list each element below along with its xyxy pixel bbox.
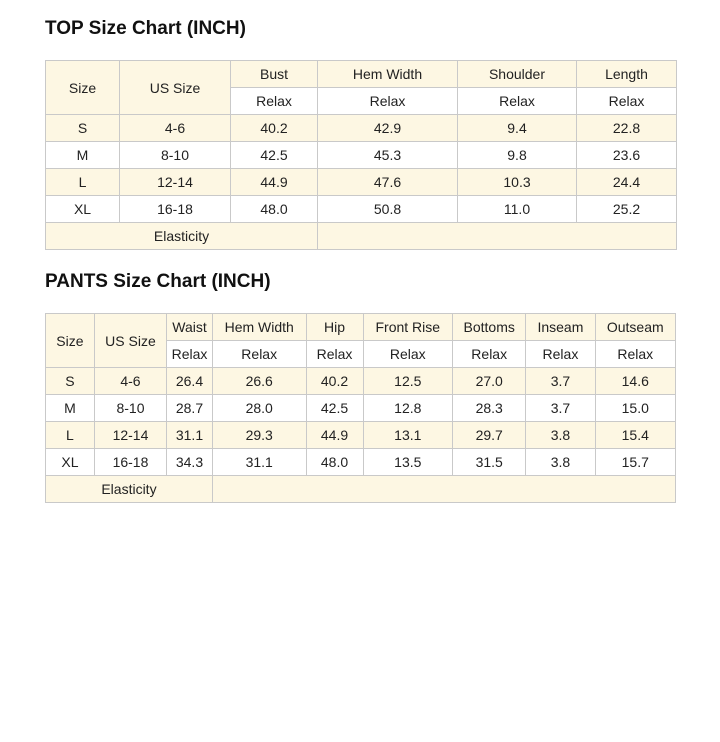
pants-size-chart-title: PANTS Size Chart (INCH): [45, 271, 271, 292]
value-cell: 48.0: [231, 196, 318, 223]
us-size-cell: 8-10: [94, 395, 166, 422]
value-cell: 28.0: [212, 395, 306, 422]
column-header: Bottoms: [453, 314, 526, 341]
value-cell: 25.2: [577, 196, 677, 223]
column-header: Bust: [231, 61, 318, 88]
value-cell: 9.8: [458, 142, 577, 169]
size-cell: S: [46, 368, 95, 395]
value-cell: 45.3: [318, 142, 458, 169]
table-row: [46, 169, 677, 196]
column-header: Length: [577, 61, 677, 88]
us-size-cell: 12-14: [120, 169, 231, 196]
table-row: [46, 142, 677, 169]
value-cell: 13.5: [363, 449, 453, 476]
fit-subheader: Relax: [458, 88, 577, 115]
fit-subheader: Relax: [577, 88, 677, 115]
value-cell: 48.0: [306, 449, 363, 476]
us-size-header: US Size: [94, 314, 166, 368]
table-row: [46, 196, 677, 223]
value-cell: 23.6: [577, 142, 677, 169]
value-cell: 12.5: [363, 368, 453, 395]
column-header: Waist: [167, 314, 213, 341]
value-cell: 9.4: [458, 115, 577, 142]
elasticity-label: Elasticity: [46, 223, 318, 250]
column-header: Hip: [306, 314, 363, 341]
us-size-cell: 4-6: [120, 115, 231, 142]
size-cell: S: [46, 115, 120, 142]
value-cell: 28.7: [167, 395, 213, 422]
value-cell: 42.5: [231, 142, 318, 169]
value-cell: 26.6: [212, 368, 306, 395]
elasticity-row: [46, 476, 676, 503]
size-cell: L: [46, 169, 120, 196]
column-header: Outseam: [595, 314, 675, 341]
elasticity-value: [318, 223, 677, 250]
column-header: Shoulder: [458, 61, 577, 88]
value-cell: 47.6: [318, 169, 458, 196]
us-size-cell: 4-6: [94, 368, 166, 395]
value-cell: 13.1: [363, 422, 453, 449]
us-size-cell: 12-14: [94, 422, 166, 449]
table-row: [46, 449, 676, 476]
fit-subheader: Relax: [526, 341, 595, 368]
size-cell: M: [46, 142, 120, 169]
fit-subheader: Relax: [212, 341, 306, 368]
value-cell: 42.9: [318, 115, 458, 142]
value-cell: 14.6: [595, 368, 675, 395]
fit-subheader: Relax: [363, 341, 453, 368]
value-cell: 15.7: [595, 449, 675, 476]
size-cell: L: [46, 422, 95, 449]
elasticity-label: Elasticity: [46, 476, 213, 503]
size-cell: XL: [46, 449, 95, 476]
column-header: Inseam: [526, 314, 595, 341]
fit-subheader: Relax: [595, 341, 675, 368]
us-size-cell: 16-18: [120, 196, 231, 223]
table-header-row: [46, 61, 677, 88]
size-header: Size: [46, 61, 120, 115]
value-cell: 15.0: [595, 395, 675, 422]
value-cell: 12.8: [363, 395, 453, 422]
us-size-cell: 16-18: [94, 449, 166, 476]
size-header: Size: [46, 314, 95, 368]
value-cell: 11.0: [458, 196, 577, 223]
value-cell: 29.7: [453, 422, 526, 449]
us-size-header: US Size: [120, 61, 231, 115]
value-cell: 29.3: [212, 422, 306, 449]
value-cell: 50.8: [318, 196, 458, 223]
elasticity-value: [212, 476, 675, 503]
top-size-table: [45, 60, 677, 250]
value-cell: 26.4: [167, 368, 213, 395]
size-cell: M: [46, 395, 95, 422]
value-cell: 27.0: [453, 368, 526, 395]
value-cell: 3.8: [526, 449, 595, 476]
value-cell: 31.1: [167, 422, 213, 449]
table-header-row: [46, 314, 676, 341]
value-cell: 40.2: [306, 368, 363, 395]
value-cell: 42.5: [306, 395, 363, 422]
value-cell: 10.3: [458, 169, 577, 196]
elasticity-row: [46, 223, 677, 250]
value-cell: 3.8: [526, 422, 595, 449]
value-cell: 34.3: [167, 449, 213, 476]
fit-subheader: Relax: [306, 341, 363, 368]
table-row: [46, 395, 676, 422]
value-cell: 22.8: [577, 115, 677, 142]
column-header: Hem Width: [318, 61, 458, 88]
table-row: [46, 368, 676, 395]
value-cell: 15.4: [595, 422, 675, 449]
fit-subheader: Relax: [167, 341, 213, 368]
value-cell: 40.2: [231, 115, 318, 142]
pants-size-table: [45, 313, 676, 503]
value-cell: 44.9: [231, 169, 318, 196]
us-size-cell: 8-10: [120, 142, 231, 169]
fit-subheader: Relax: [453, 341, 526, 368]
value-cell: 3.7: [526, 395, 595, 422]
value-cell: 31.1: [212, 449, 306, 476]
value-cell: 24.4: [577, 169, 677, 196]
value-cell: 3.7: [526, 368, 595, 395]
value-cell: 28.3: [453, 395, 526, 422]
size-cell: XL: [46, 196, 120, 223]
top-size-chart-title: TOP Size Chart (INCH): [45, 18, 246, 39]
column-header: Front Rise: [363, 314, 453, 341]
table-row: [46, 422, 676, 449]
fit-subheader: Relax: [231, 88, 318, 115]
column-header: Hem Width: [212, 314, 306, 341]
value-cell: 31.5: [453, 449, 526, 476]
table-row: [46, 115, 677, 142]
value-cell: 44.9: [306, 422, 363, 449]
fit-subheader: Relax: [318, 88, 458, 115]
